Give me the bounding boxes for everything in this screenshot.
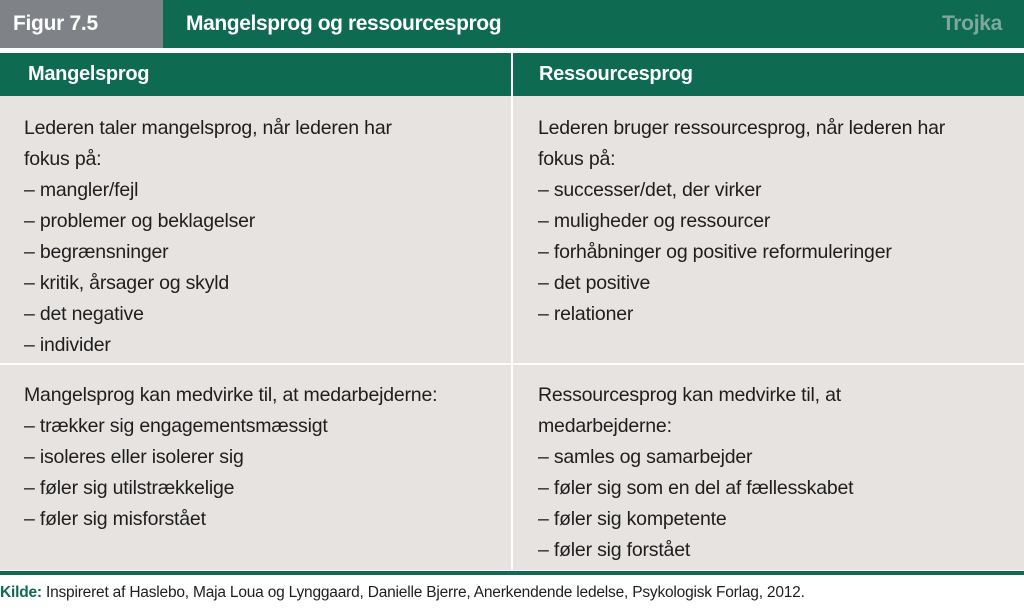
cell-line: – muligheder og ressourcer — [538, 210, 771, 232]
cell-line: – føler sig som en del af fællesskabet — [538, 477, 854, 499]
cell-focus-mangelsprog — [24, 113, 494, 361]
cell-line: medarbejderne: — [538, 415, 672, 437]
figure-title: Mangelsprog og ressourcesprog — [186, 12, 502, 35]
cell-line: – samles og samarbejder — [538, 446, 753, 468]
cell-line: – det negative — [24, 303, 144, 325]
cell-line: – føler sig forstået — [538, 539, 691, 561]
cell-effect-mangelsprog — [24, 380, 494, 535]
cell-line: – mangler/fejl — [24, 179, 139, 201]
cell-line: – begrænsninger — [24, 241, 169, 263]
column-header-ressourcesprog: Ressourcesprog — [513, 53, 1024, 96]
cell-focus-ressourcesprog — [538, 113, 1008, 330]
cell-line: – problemer og beklagelser — [24, 210, 256, 232]
cell-line: Lederen taler mangelsprog, når lederen har — [24, 117, 392, 139]
cell-line: – individer — [24, 334, 111, 356]
column-headers — [0, 53, 1024, 96]
source-text: Inspireret af Haslebo, Maja Loua og Lynggaard, Danielle Bjerre, Anerkendende ledelse, Psykologisk Forlag, 2012. — [41, 584, 805, 601]
cell-line: – føler sig kompetente — [538, 508, 727, 530]
cell-line: fokus på: — [24, 148, 102, 170]
cell-line: Ressourcesprog kan medvirke til, at — [538, 384, 841, 406]
row-divider — [0, 363, 1024, 365]
cell-line: – successer/det, der virker — [538, 179, 762, 201]
cell-line: – relationer — [538, 303, 634, 325]
cell-line: – kritik, årsager og skyld — [24, 272, 230, 294]
table-body — [0, 96, 1024, 570]
cell-line: Lederen bruger ressourcesprog, når lederen har — [538, 117, 946, 139]
cell-line: – isoleres eller isolerer sig — [24, 446, 244, 468]
cell-line: fokus på: — [538, 148, 616, 170]
cell-line: – trækker sig engagementsmæssigt — [24, 415, 328, 437]
source-citation — [0, 581, 1024, 605]
cell-line: – føler sig misforstået — [24, 508, 206, 530]
cell-line: – føler sig utilstrækkelige — [24, 477, 235, 499]
source-label: Kilde: — [0, 584, 42, 601]
bottom-rule — [0, 571, 1024, 575]
publisher-label: Trojka — [941, 12, 1002, 35]
cell-line: – det positive — [538, 272, 651, 294]
figure-number: Figur 7.5 — [0, 0, 163, 48]
column-divider — [511, 96, 513, 570]
cell-line: – forhåbninger og positive reformuleringer — [538, 241, 892, 263]
figure-header — [0, 0, 1024, 48]
column-header-mangelsprog: Mangelsprog — [0, 53, 511, 96]
cell-line: Mangelsprog kan medvirke til, at medarbejderne: — [24, 384, 438, 406]
cell-effect-ressourcesprog — [538, 380, 1008, 566]
